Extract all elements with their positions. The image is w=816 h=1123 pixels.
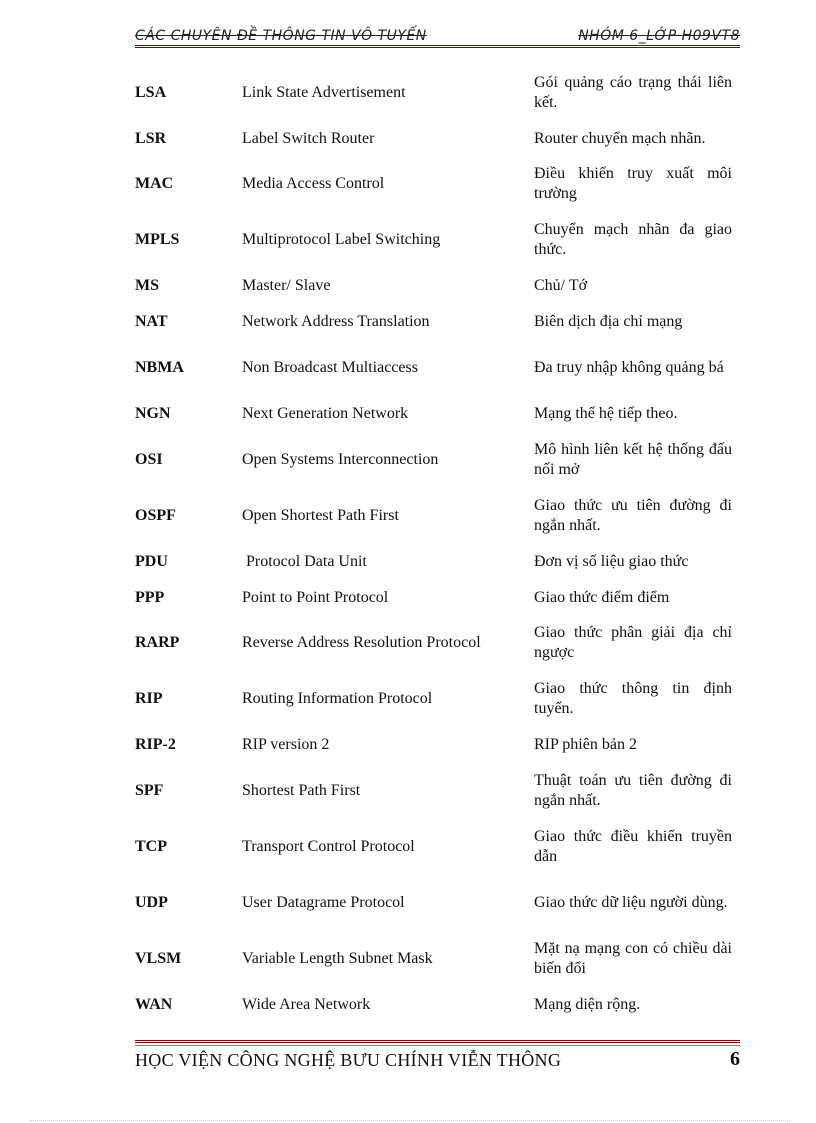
abbreviation: MS: [135, 277, 159, 294]
footer-divider: [135, 1040, 740, 1043]
abbreviation: SPF: [135, 782, 164, 799]
full-term: Multiprotocol Label Switching: [242, 231, 441, 248]
full-term: Non Broadcast Multiaccess: [242, 359, 418, 376]
table-row: [135, 552, 740, 572]
table-row: [135, 623, 740, 663]
vietnamese-term: Đơn vị số liệu giao thức: [534, 553, 689, 570]
abbreviation: TCP: [135, 838, 167, 855]
table-row: [135, 883, 740, 923]
vietnamese-term: Điều khiển truy xuất môi trường: [534, 165, 732, 202]
full-term: Network Address Translation: [242, 313, 430, 330]
abbreviation: NGN: [135, 405, 171, 422]
abbreviation: RARP: [135, 634, 180, 651]
abbreviation: MAC: [135, 175, 174, 192]
footer-divider-thin: [135, 1045, 740, 1046]
abbreviation: RIP-2: [135, 736, 176, 753]
footer-institution: HỌC VIỆN CÔNG NGHỆ BƯU CHÍNH VIỄN THÔNG: [135, 1050, 562, 1070]
header-divider: [135, 45, 740, 48]
abbreviation: NAT: [135, 313, 168, 330]
full-term: Next Generation Network: [242, 405, 409, 422]
page-number: 6: [730, 1048, 740, 1070]
page-bottom-border: [30, 1120, 790, 1121]
table-row: [135, 129, 740, 149]
vietnamese-term: Giao thức ưu tiên đường đi ngắn nhất.: [534, 497, 732, 534]
table-row: [135, 679, 740, 719]
table-row: [135, 276, 740, 296]
full-term: Master/ Slave: [242, 277, 331, 294]
abbreviation: VLSM: [135, 950, 182, 967]
full-term: Variable Length Subnet Mask: [242, 950, 433, 967]
vietnamese-term: Giao thức điều khiển truyền dẫn: [534, 828, 732, 865]
vietnamese-term: Gói quảng cáo trạng thái liên kết.: [534, 74, 732, 111]
vietnamese-term: Mặt nạ mạng con có chiều dài biến đổi: [534, 940, 732, 977]
abbreviation: LSR: [135, 130, 167, 147]
full-term: User Datagrame Protocol: [242, 894, 405, 911]
full-term: Media Access Control: [242, 175, 385, 192]
abbreviation: WAN: [135, 996, 173, 1013]
full-term: Open Shortest Path First: [242, 507, 399, 524]
table-row: [135, 939, 740, 979]
abbreviation: PPP: [135, 589, 165, 606]
full-term: Reverse Address Resolution Protocol: [242, 634, 481, 651]
table-row: [135, 73, 740, 113]
full-term: Point to Point Protocol: [242, 589, 389, 606]
abbreviation: UDP: [135, 894, 168, 911]
abbreviation: RIP: [135, 690, 163, 707]
table-row: [135, 348, 740, 388]
abbreviation: OSI: [135, 451, 163, 468]
full-term: Label Switch Router: [242, 130, 375, 147]
abbreviation: MPLS: [135, 231, 180, 248]
abbreviation: LSA: [135, 84, 167, 101]
header-title: CÁC CHUYÊN ĐỀ THÔNG TIN VÔ TUYẾN: [135, 28, 427, 44]
table-row: [135, 312, 740, 332]
vietnamese-term: Mô hình liên kết hệ thống đấu nối mở: [534, 441, 732, 478]
abbreviation: PDU: [135, 553, 168, 570]
full-term: Wide Area Network: [242, 996, 371, 1013]
vietnamese-term: Mạng diện rộng.: [534, 996, 641, 1013]
vietnamese-term: Đa truy nhập không quảng bá: [534, 359, 724, 376]
full-term: Open Systems Interconnection: [242, 451, 439, 468]
table-row: [135, 827, 740, 867]
abbreviation: NBMA: [135, 359, 184, 376]
table-row: [135, 496, 740, 536]
vietnamese-term: Giao thức điểm điểm: [534, 589, 670, 606]
vietnamese-term: Mạng thế hệ tiếp theo.: [534, 405, 678, 422]
table-row: [135, 404, 740, 424]
full-term: RIP version 2: [242, 736, 330, 753]
table-row: [135, 220, 740, 260]
full-term: Link State Advertisement: [242, 84, 406, 101]
header-group: NHÓM 6_LỚP H09VT8: [578, 28, 740, 44]
full-term: Routing Information Protocol: [242, 690, 433, 707]
table-row: [135, 588, 740, 608]
full-term: Protocol Data Unit: [242, 553, 367, 570]
vietnamese-term: Chuyển mạch nhãn đa giao thức.: [534, 221, 732, 258]
vietnamese-term: Giao thức thông tin định tuyến.: [534, 680, 732, 717]
vietnamese-term: Thuật toán ưu tiên đường đi ngắn nhất.: [534, 772, 732, 809]
vietnamese-term: RIP phiên bản 2: [534, 736, 637, 753]
vietnamese-term: Giao thức dữ liệu người dùng.: [534, 894, 728, 911]
page-header: [135, 26, 740, 46]
table-row: [135, 995, 740, 1015]
table-row: [135, 164, 740, 204]
table-row: [135, 771, 740, 811]
full-term: Transport Control Protocol: [242, 838, 415, 855]
vietnamese-term: Router chuyển mạch nhãn.: [534, 130, 706, 147]
full-term: Shortest Path First: [242, 782, 361, 799]
table-row: [135, 440, 740, 480]
abbreviation: OSPF: [135, 507, 176, 524]
vietnamese-term: Biên dịch địa chỉ mạng: [534, 313, 683, 330]
table-row: [135, 735, 740, 755]
vietnamese-term: Giao thức phân giải địa chỉ ngược: [534, 624, 732, 661]
vietnamese-term: Chủ/ Tớ: [534, 277, 588, 294]
